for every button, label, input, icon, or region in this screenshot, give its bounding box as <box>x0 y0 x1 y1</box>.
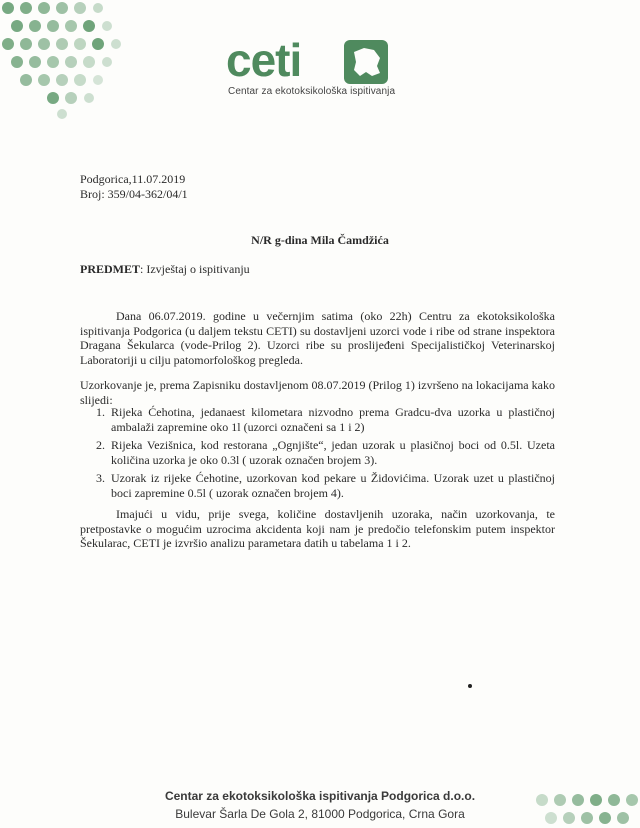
place-and-date: Podgorica,11.07.2019 <box>80 172 186 186</box>
subject-line <box>80 262 250 277</box>
decorative-dot-pattern <box>0 0 160 120</box>
sampling-locations-list <box>80 405 555 504</box>
list-item: 1. Rijeka Ćehotina, jedanaest kilometara nizvodno prema Gradcu-dva uzorka u plastičnoj ambalaži zapremine oko 1l (uzorci označeni sa 1 i 2) <box>96 405 555 434</box>
paragraph-intro <box>80 309 555 367</box>
montenegro-map-icon <box>344 40 388 84</box>
ceti-logo <box>226 36 396 100</box>
paragraph-analysis <box>80 507 555 551</box>
paragraph-sampling: Uzorkovanje je, prema Zapisniku dostavljenom 08.07.2019 (Prilog 1) izvršeno na lokacijama kako slijedi: <box>80 378 555 407</box>
document-number: Broj: 359/04-362/04/1 <box>80 187 188 201</box>
decorative-dot-pattern-footer <box>520 788 640 828</box>
footer-company: Centar za ekotoksikološka ispitivanja Podgorica d.o.o. <box>164 789 476 803</box>
footer-address: Bulevar Šarla De Gola 2, 81000 Podgorica, Crna Gora <box>175 807 465 821</box>
paragraph-intro-text: Dana 06.07.2019. godine u večernjim satima (oko 22h) Centru za ekotoksikološka ispitivanja Podgorica (u daljem tekstu CETI) su dostavljeni uzorci vode i ribe od strane inspektora Dragana Šekularca (vode-Prilog 2). Uzorci ribe su proslijeđeni Specijalističkoj Veterinarskoj Laboratoriji u cilju patomorfološkog pregleda. <box>80 309 555 367</box>
scan-speck <box>468 684 472 688</box>
list-item: 3. Uzorak iz rijeke Ćehotine, uzorkovan kod pekare u Židovićima. Uzorak uzet u plastičnoj boci zapremine 0.5l ( uzorak označen brojem 4). <box>96 471 555 500</box>
list-item: 2. Rijeka Vezišnica, kod restorana „Ognjište“, jedan uzorak u plasičnoj boci od 0.5l. Uzeta količina uzorka je oko 0.3l ( uzorak označen brojem 3). <box>96 438 555 467</box>
logo-subtitle: Centar za ekotoksikološka ispitivanja <box>228 86 396 97</box>
logo-wordmark: ceti <box>226 34 302 86</box>
subject-text: : Izvještaj o ispitivanju <box>140 262 250 276</box>
paragraph-analysis-text: Imajući u vidu, prije svega, količine dostavljenih uzoraka, način uzorkovanja, te pretpostavke o mogućim uzrocima akcidenta koji nam je predočio telefonskim putem inspektor Šekularac, CETI je izvršio analizu parametara datih u tabelama 1 i 2. <box>80 507 555 550</box>
recipient-line: N/R g-dina Mila Čamdžića <box>251 233 389 247</box>
document-header-meta <box>80 172 188 202</box>
subject-label: PREDMET <box>80 262 140 276</box>
